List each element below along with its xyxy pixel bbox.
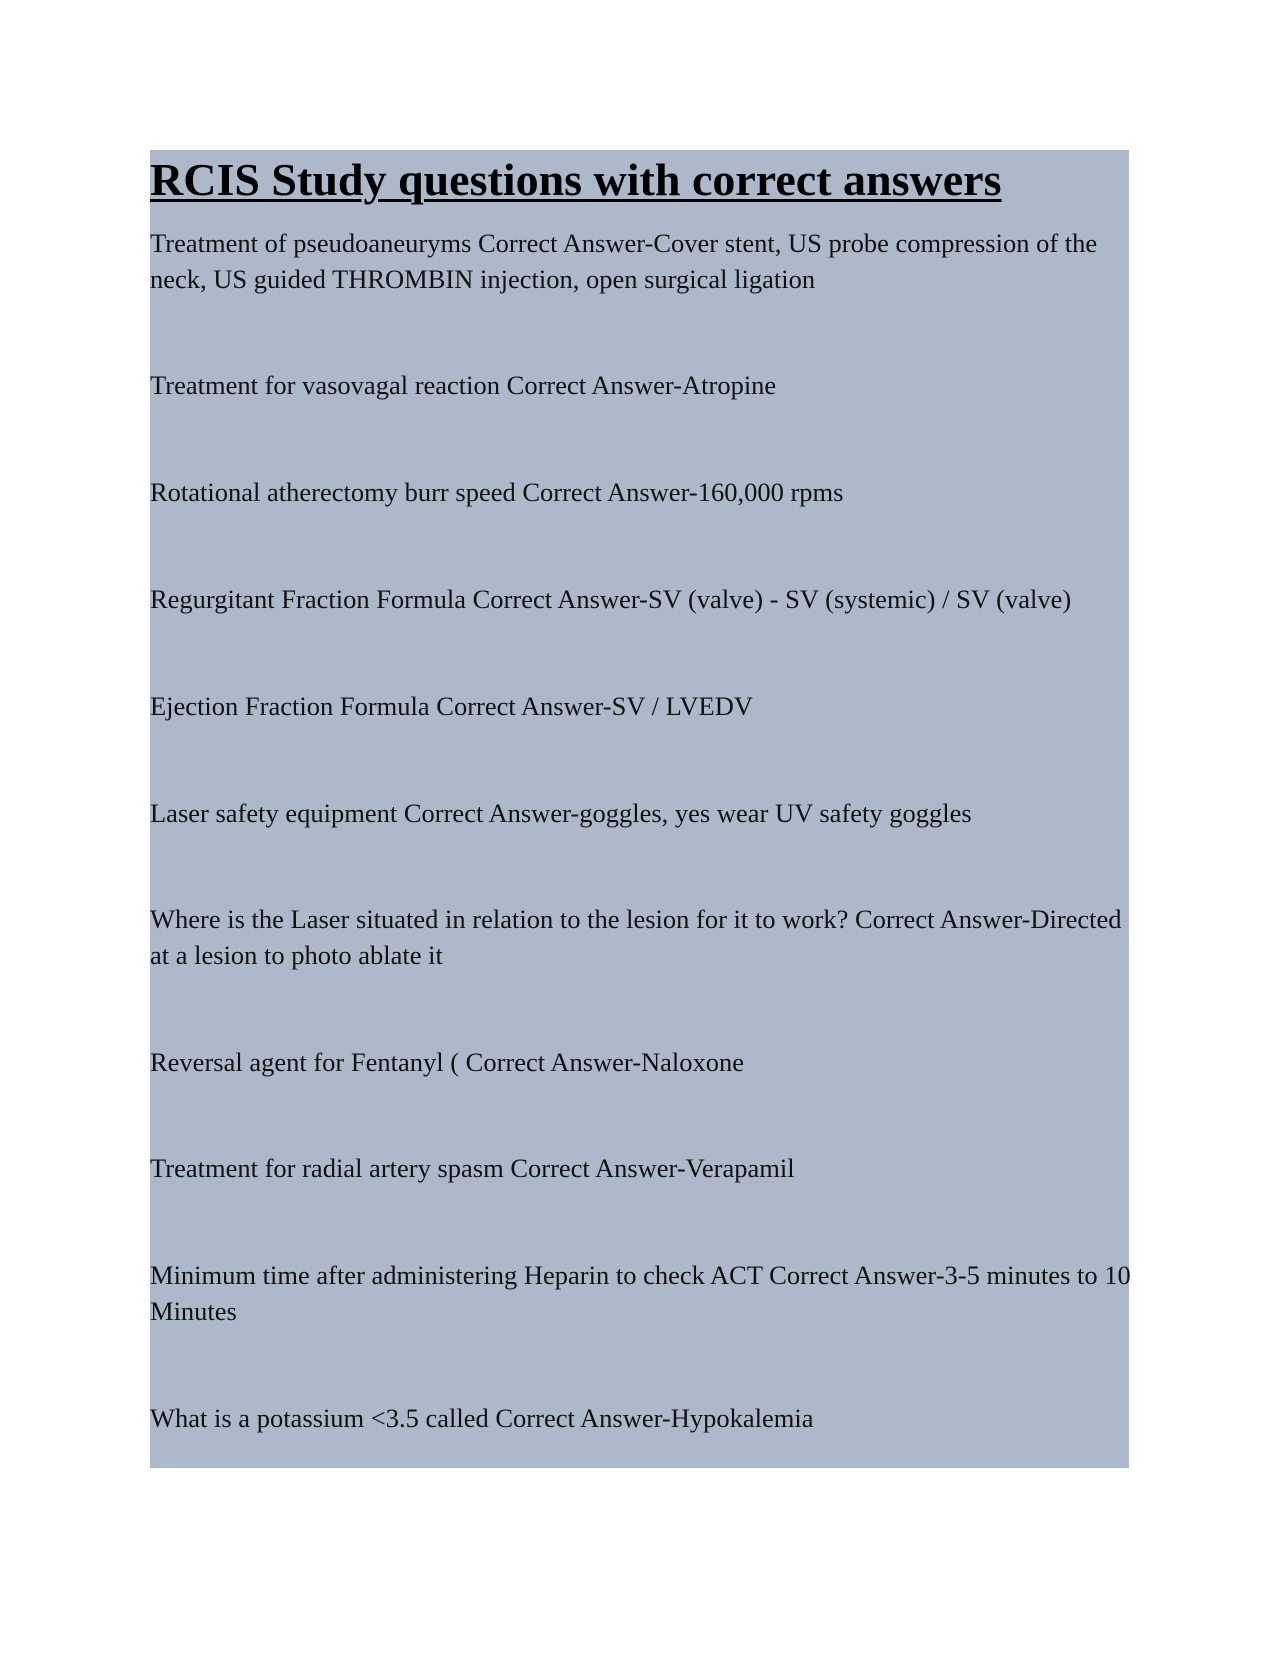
qa-entry-radial-spasm: Treatment for radial artery spasm Correct Answer-Verapamil [150,1153,795,1184]
qa-entry-atherectomy: Rotational atherectomy burr speed Correct Answer-160,000 rpms [150,477,844,508]
qa-entry-heparin-act: Minimum time after administering Heparin to check ACT Correct Answer-3-5 minutes to 10 Minutes [150,1260,1131,1326]
qa-entry-fentanyl-reversal: Reversal agent for Fentanyl ( Correct Answer-Naloxone [150,1046,745,1077]
qa-entry-laser-safety: Laser safety equipment Correct Answer-goggles, yes wear UV safety goggles [150,797,972,828]
document-title: RCIS Study questions with correct answers [150,154,1002,205]
qa-entry-regurgitant-fraction: Regurgitant Fraction Formula Correct Answer-SV (valve) - SV (systemic) / SV (valve) [150,583,1072,614]
qa-entry-laser-position: Where is the Laser situated in relation to the lesion for it to work? Correct Answer-Directed at a lesion to photo ablate it [150,904,1122,970]
qa-entry-ejection-fraction: Ejection Fraction Formula Correct Answer-SV / LVEDV [150,690,753,721]
qa-entry-vasovagal: Treatment for vasovagal reaction Correct Answer-Atropine [150,370,777,401]
qa-list [150,226,1134,1507]
qa-entry-pseudoaneurysm: Treatment of pseudoaneuryms Correct Answer-Cover stent, US probe compression of the neck, US guided THROMBIN injection, open surgical ligation [150,228,1098,294]
qa-entry-hypokalemia: What is a potassium <3.5 called Correct Answer-Hypokalemia [150,1402,814,1433]
